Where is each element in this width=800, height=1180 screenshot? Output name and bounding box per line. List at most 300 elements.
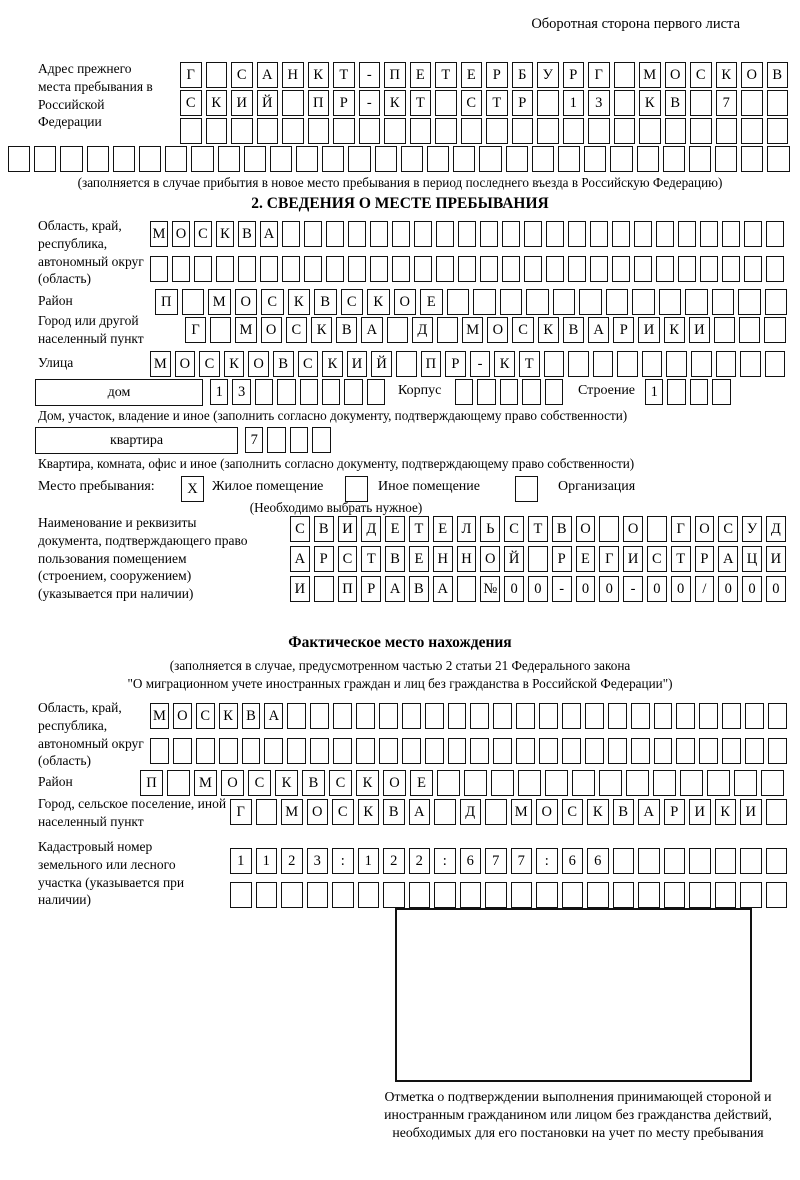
char-cell[interactable] bbox=[493, 703, 512, 729]
char-cell[interactable] bbox=[435, 118, 457, 144]
char-cell[interactable]: Н bbox=[457, 546, 477, 572]
char-cell[interactable]: С bbox=[718, 516, 738, 542]
char-cell[interactable]: О bbox=[172, 221, 190, 247]
char-cell[interactable] bbox=[562, 703, 581, 729]
char-cell[interactable] bbox=[216, 256, 234, 282]
char-cell[interactable]: Ц bbox=[742, 546, 762, 572]
char-cell[interactable]: 2 bbox=[409, 848, 431, 874]
char-cell[interactable] bbox=[585, 703, 604, 729]
char-cell[interactable] bbox=[647, 516, 667, 542]
char-cell[interactable] bbox=[230, 882, 252, 908]
char-cell[interactable] bbox=[613, 848, 635, 874]
char-cell[interactable] bbox=[322, 146, 344, 172]
char-cell[interactable] bbox=[314, 576, 334, 602]
char-cell[interactable] bbox=[690, 90, 712, 116]
char-cell[interactable] bbox=[392, 221, 410, 247]
char-cell[interactable] bbox=[690, 118, 712, 144]
char-cell[interactable]: Т bbox=[410, 90, 432, 116]
char-cell[interactable]: Д bbox=[766, 516, 786, 542]
char-cell[interactable]: О bbox=[576, 516, 596, 542]
char-cell[interactable] bbox=[480, 221, 498, 247]
char-cell[interactable] bbox=[766, 882, 788, 908]
char-cell[interactable] bbox=[539, 703, 558, 729]
char-cell[interactable]: 3 bbox=[232, 379, 250, 405]
char-cell[interactable] bbox=[425, 738, 444, 764]
char-cell[interactable]: Р bbox=[664, 799, 686, 825]
char-cell[interactable]: - bbox=[552, 576, 572, 602]
char-cell[interactable]: О bbox=[173, 703, 192, 729]
char-cell[interactable]: С bbox=[194, 221, 212, 247]
char-cell[interactable] bbox=[568, 351, 589, 377]
char-cell[interactable]: С bbox=[199, 351, 220, 377]
char-cell[interactable] bbox=[326, 221, 344, 247]
char-cell[interactable] bbox=[473, 289, 496, 315]
char-cell[interactable]: К bbox=[288, 289, 311, 315]
char-cell[interactable] bbox=[427, 146, 449, 172]
char-cell[interactable]: О bbox=[480, 546, 500, 572]
char-cell[interactable]: Т bbox=[409, 516, 429, 542]
char-cell[interactable] bbox=[260, 256, 278, 282]
char-cell[interactable] bbox=[464, 770, 487, 796]
char-cell[interactable]: К bbox=[367, 289, 390, 315]
char-cell[interactable]: Т bbox=[528, 516, 548, 542]
char-cell[interactable]: А bbox=[385, 576, 405, 602]
char-cell[interactable]: 7 bbox=[245, 427, 263, 453]
char-cell[interactable] bbox=[506, 146, 528, 172]
char-cell[interactable] bbox=[722, 256, 740, 282]
char-cell[interactable]: С bbox=[290, 516, 310, 542]
char-cell[interactable] bbox=[642, 351, 663, 377]
char-cell[interactable] bbox=[356, 703, 375, 729]
char-cell[interactable]: - bbox=[623, 576, 643, 602]
char-cell[interactable] bbox=[287, 703, 306, 729]
char-cell[interactable]: В bbox=[383, 799, 405, 825]
char-cell[interactable] bbox=[479, 146, 501, 172]
char-cell[interactable]: 2 bbox=[281, 848, 303, 874]
char-cell[interactable] bbox=[379, 738, 398, 764]
char-cell[interactable] bbox=[60, 146, 82, 172]
char-cell[interactable]: : bbox=[536, 848, 558, 874]
char-cell[interactable]: В bbox=[302, 770, 325, 796]
char-cell[interactable]: С bbox=[461, 90, 483, 116]
char-cell[interactable]: О bbox=[623, 516, 643, 542]
char-cell[interactable]: Р bbox=[512, 90, 534, 116]
char-cell[interactable]: Р bbox=[563, 62, 585, 88]
char-cell[interactable] bbox=[457, 576, 477, 602]
char-cell[interactable] bbox=[766, 848, 788, 874]
char-cell[interactable] bbox=[572, 770, 595, 796]
char-cell[interactable] bbox=[632, 289, 655, 315]
char-cell[interactable] bbox=[545, 770, 568, 796]
char-cell[interactable] bbox=[470, 738, 489, 764]
char-cell[interactable]: Д bbox=[460, 799, 482, 825]
char-cell[interactable] bbox=[690, 379, 708, 405]
stay-option-other-checkbox[interactable] bbox=[345, 476, 368, 502]
char-cell[interactable] bbox=[536, 882, 558, 908]
char-cell[interactable]: О bbox=[383, 770, 406, 796]
char-cell[interactable] bbox=[287, 738, 306, 764]
char-cell[interactable]: К bbox=[715, 799, 737, 825]
char-cell[interactable]: У bbox=[742, 516, 762, 542]
char-cell[interactable] bbox=[532, 146, 554, 172]
char-cell[interactable] bbox=[486, 118, 508, 144]
char-cell[interactable]: У bbox=[537, 62, 559, 88]
char-cell[interactable]: 1 bbox=[358, 848, 380, 874]
char-cell[interactable] bbox=[716, 351, 737, 377]
char-cell[interactable] bbox=[613, 882, 635, 908]
char-cell[interactable]: П bbox=[338, 576, 358, 602]
char-cell[interactable]: Л bbox=[457, 516, 477, 542]
char-cell[interactable] bbox=[172, 256, 190, 282]
char-cell[interactable] bbox=[699, 703, 718, 729]
char-cell[interactable]: В bbox=[385, 546, 405, 572]
char-cell[interactable]: М bbox=[462, 317, 483, 343]
char-cell[interactable]: 2 bbox=[383, 848, 405, 874]
char-cell[interactable] bbox=[766, 256, 784, 282]
char-cell[interactable] bbox=[173, 738, 192, 764]
char-cell[interactable]: К bbox=[219, 703, 238, 729]
char-cell[interactable]: 0 bbox=[576, 576, 596, 602]
char-cell[interactable]: К bbox=[311, 317, 332, 343]
char-cell[interactable] bbox=[590, 256, 608, 282]
char-cell[interactable] bbox=[722, 221, 740, 247]
char-cell[interactable]: М bbox=[194, 770, 217, 796]
char-cell[interactable]: В bbox=[336, 317, 357, 343]
char-cell[interactable]: 3 bbox=[588, 90, 610, 116]
char-cell[interactable]: М bbox=[208, 289, 231, 315]
char-cell[interactable]: Г bbox=[599, 546, 619, 572]
char-cell[interactable]: М bbox=[281, 799, 303, 825]
char-cell[interactable]: В bbox=[314, 289, 337, 315]
char-cell[interactable] bbox=[588, 118, 610, 144]
char-cell[interactable]: И bbox=[347, 351, 368, 377]
char-cell[interactable]: К bbox=[664, 317, 685, 343]
char-cell[interactable] bbox=[326, 256, 344, 282]
char-cell[interactable]: К bbox=[206, 90, 228, 116]
char-cell[interactable]: 7 bbox=[485, 848, 507, 874]
char-cell[interactable]: Й bbox=[504, 546, 524, 572]
char-cell[interactable] bbox=[425, 703, 444, 729]
char-cell[interactable]: И bbox=[338, 516, 358, 542]
char-cell[interactable] bbox=[210, 317, 231, 343]
char-cell[interactable]: Г bbox=[230, 799, 252, 825]
char-cell[interactable] bbox=[590, 221, 608, 247]
char-cell[interactable] bbox=[282, 221, 300, 247]
char-cell[interactable] bbox=[512, 118, 534, 144]
char-cell[interactable] bbox=[712, 289, 735, 315]
char-cell[interactable] bbox=[526, 289, 549, 315]
char-cell[interactable]: Е bbox=[410, 62, 432, 88]
char-cell[interactable] bbox=[522, 379, 540, 405]
char-cell[interactable] bbox=[196, 738, 215, 764]
char-cell[interactable] bbox=[562, 882, 584, 908]
char-cell[interactable] bbox=[739, 317, 760, 343]
char-cell[interactable] bbox=[558, 146, 580, 172]
char-cell[interactable]: О bbox=[307, 799, 329, 825]
char-cell[interactable] bbox=[740, 882, 762, 908]
char-cell[interactable] bbox=[150, 256, 168, 282]
char-cell[interactable]: Ь bbox=[480, 516, 500, 542]
char-cell[interactable]: М bbox=[150, 221, 168, 247]
char-cell[interactable] bbox=[584, 146, 606, 172]
char-cell[interactable]: К bbox=[384, 90, 406, 116]
char-cell[interactable] bbox=[480, 256, 498, 282]
char-cell[interactable]: Н bbox=[282, 62, 304, 88]
char-cell[interactable] bbox=[654, 738, 673, 764]
char-cell[interactable]: О bbox=[261, 317, 282, 343]
char-cell[interactable] bbox=[270, 146, 292, 172]
char-cell[interactable]: К bbox=[538, 317, 559, 343]
char-cell[interactable]: В bbox=[665, 90, 687, 116]
char-cell[interactable] bbox=[518, 770, 541, 796]
char-cell[interactable]: О bbox=[741, 62, 763, 88]
char-cell[interactable] bbox=[716, 118, 738, 144]
char-cell[interactable]: А bbox=[264, 703, 283, 729]
char-cell[interactable] bbox=[332, 882, 354, 908]
char-cell[interactable]: М bbox=[150, 351, 171, 377]
char-cell[interactable]: : bbox=[332, 848, 354, 874]
char-cell[interactable] bbox=[637, 146, 659, 172]
char-cell[interactable]: О bbox=[665, 62, 687, 88]
char-cell[interactable]: К bbox=[308, 62, 330, 88]
char-cell[interactable] bbox=[634, 256, 652, 282]
char-cell[interactable] bbox=[734, 770, 757, 796]
char-cell[interactable] bbox=[34, 146, 56, 172]
char-cell[interactable]: Е bbox=[410, 770, 433, 796]
char-cell[interactable]: И bbox=[740, 799, 762, 825]
char-cell[interactable] bbox=[689, 146, 711, 172]
char-cell[interactable]: Й bbox=[371, 351, 392, 377]
char-cell[interactable]: С bbox=[298, 351, 319, 377]
char-cell[interactable] bbox=[384, 118, 406, 144]
char-cell[interactable] bbox=[741, 146, 763, 172]
char-cell[interactable]: 7 bbox=[716, 90, 738, 116]
char-cell[interactable] bbox=[256, 799, 278, 825]
char-cell[interactable] bbox=[414, 221, 432, 247]
char-cell[interactable] bbox=[744, 221, 762, 247]
char-cell[interactable]: В bbox=[552, 516, 572, 542]
char-cell[interactable]: И bbox=[623, 546, 643, 572]
char-cell[interactable]: 3 bbox=[307, 848, 329, 874]
char-cell[interactable] bbox=[219, 738, 238, 764]
char-cell[interactable]: Р bbox=[695, 546, 715, 572]
char-cell[interactable] bbox=[700, 221, 718, 247]
char-cell[interactable] bbox=[537, 90, 559, 116]
char-cell[interactable] bbox=[139, 146, 161, 172]
char-cell[interactable] bbox=[608, 738, 627, 764]
char-cell[interactable] bbox=[308, 118, 330, 144]
char-cell[interactable]: Е bbox=[433, 516, 453, 542]
char-cell[interactable] bbox=[599, 516, 619, 542]
char-cell[interactable] bbox=[667, 379, 685, 405]
char-cell[interactable] bbox=[242, 738, 261, 764]
char-cell[interactable]: А bbox=[361, 317, 382, 343]
char-cell[interactable] bbox=[359, 118, 381, 144]
char-cell[interactable] bbox=[738, 289, 761, 315]
char-cell[interactable] bbox=[638, 848, 660, 874]
char-cell[interactable] bbox=[493, 738, 512, 764]
char-cell[interactable] bbox=[410, 118, 432, 144]
char-cell[interactable] bbox=[304, 221, 322, 247]
char-cell[interactable]: И bbox=[689, 317, 710, 343]
char-cell[interactable] bbox=[358, 882, 380, 908]
char-cell[interactable] bbox=[281, 882, 303, 908]
char-cell[interactable] bbox=[392, 256, 410, 282]
char-cell[interactable]: Т bbox=[333, 62, 355, 88]
char-cell[interactable] bbox=[310, 738, 329, 764]
char-cell[interactable] bbox=[764, 317, 785, 343]
char-cell[interactable]: П bbox=[421, 351, 442, 377]
char-cell[interactable] bbox=[502, 256, 520, 282]
char-cell[interactable]: Т bbox=[486, 90, 508, 116]
char-cell[interactable]: И bbox=[766, 546, 786, 572]
char-cell[interactable]: П bbox=[384, 62, 406, 88]
char-cell[interactable] bbox=[277, 379, 295, 405]
char-cell[interactable]: 0 bbox=[504, 576, 524, 602]
char-cell[interactable] bbox=[333, 738, 352, 764]
char-cell[interactable] bbox=[612, 256, 630, 282]
char-cell[interactable] bbox=[715, 848, 737, 874]
char-cell[interactable] bbox=[528, 546, 548, 572]
char-cell[interactable] bbox=[244, 146, 266, 172]
char-cell[interactable] bbox=[307, 882, 329, 908]
char-cell[interactable]: 1 bbox=[645, 379, 663, 405]
char-cell[interactable]: 7 bbox=[511, 848, 533, 874]
char-cell[interactable]: С bbox=[562, 799, 584, 825]
char-cell[interactable] bbox=[485, 882, 507, 908]
char-cell[interactable] bbox=[712, 379, 730, 405]
char-cell[interactable]: К bbox=[494, 351, 515, 377]
char-cell[interactable]: Д bbox=[361, 516, 381, 542]
char-cell[interactable]: О bbox=[536, 799, 558, 825]
char-cell[interactable] bbox=[614, 62, 636, 88]
char-cell[interactable]: Р bbox=[613, 317, 634, 343]
char-cell[interactable] bbox=[436, 221, 454, 247]
char-cell[interactable]: Т bbox=[519, 351, 540, 377]
char-cell[interactable]: Р bbox=[486, 62, 508, 88]
char-cell[interactable] bbox=[348, 221, 366, 247]
char-cell[interactable] bbox=[593, 351, 614, 377]
char-cell[interactable] bbox=[741, 118, 763, 144]
char-cell[interactable]: В bbox=[314, 516, 334, 542]
stay-option-organization-checkbox[interactable] bbox=[515, 476, 538, 502]
char-cell[interactable]: В bbox=[238, 221, 256, 247]
char-cell[interactable] bbox=[676, 738, 695, 764]
char-cell[interactable]: А bbox=[588, 317, 609, 343]
char-cell[interactable] bbox=[634, 221, 652, 247]
char-cell[interactable] bbox=[516, 738, 535, 764]
char-cell[interactable] bbox=[333, 703, 352, 729]
char-cell[interactable] bbox=[722, 738, 741, 764]
char-cell[interactable]: С bbox=[647, 546, 667, 572]
char-cell[interactable]: К bbox=[356, 770, 379, 796]
char-cell[interactable]: Г bbox=[185, 317, 206, 343]
char-cell[interactable] bbox=[685, 289, 708, 315]
char-cell[interactable] bbox=[113, 146, 135, 172]
char-cell[interactable] bbox=[367, 379, 385, 405]
char-cell[interactable]: Г bbox=[588, 62, 610, 88]
char-cell[interactable] bbox=[715, 882, 737, 908]
char-cell[interactable] bbox=[539, 738, 558, 764]
char-cell[interactable]: И bbox=[290, 576, 310, 602]
char-cell[interactable] bbox=[676, 703, 695, 729]
char-cell[interactable]: 0 bbox=[671, 576, 691, 602]
char-cell[interactable] bbox=[665, 118, 687, 144]
char-cell[interactable] bbox=[312, 427, 330, 453]
char-cell[interactable] bbox=[608, 703, 627, 729]
char-cell[interactable] bbox=[396, 351, 417, 377]
char-cell[interactable]: К bbox=[216, 221, 234, 247]
char-cell[interactable]: О bbox=[695, 516, 715, 542]
char-cell[interactable] bbox=[631, 703, 650, 729]
char-cell[interactable]: О bbox=[394, 289, 417, 315]
char-cell[interactable] bbox=[587, 882, 609, 908]
char-cell[interactable] bbox=[470, 703, 489, 729]
char-cell[interactable] bbox=[502, 221, 520, 247]
char-cell[interactable]: С bbox=[690, 62, 712, 88]
char-cell[interactable] bbox=[741, 90, 763, 116]
char-cell[interactable] bbox=[680, 770, 703, 796]
char-cell[interactable]: - bbox=[359, 62, 381, 88]
char-cell[interactable]: Р bbox=[314, 546, 334, 572]
char-cell[interactable] bbox=[546, 256, 564, 282]
char-cell[interactable]: К bbox=[639, 90, 661, 116]
char-cell[interactable] bbox=[500, 289, 523, 315]
char-cell[interactable] bbox=[344, 379, 362, 405]
char-cell[interactable] bbox=[370, 256, 388, 282]
char-cell[interactable] bbox=[537, 118, 559, 144]
char-cell[interactable]: Е bbox=[461, 62, 483, 88]
char-cell[interactable] bbox=[585, 738, 604, 764]
char-cell[interactable] bbox=[345, 476, 368, 502]
char-cell[interactable] bbox=[516, 703, 535, 729]
char-cell[interactable]: 0 bbox=[647, 576, 667, 602]
char-cell[interactable]: К bbox=[587, 799, 609, 825]
char-cell[interactable]: Т bbox=[671, 546, 691, 572]
char-cell[interactable]: 6 bbox=[460, 848, 482, 874]
char-cell[interactable] bbox=[568, 221, 586, 247]
char-cell[interactable]: 0 bbox=[599, 576, 619, 602]
char-cell[interactable] bbox=[599, 770, 622, 796]
char-cell[interactable]: А bbox=[433, 576, 453, 602]
char-cell[interactable] bbox=[304, 256, 322, 282]
char-cell[interactable]: Т bbox=[361, 546, 381, 572]
char-cell[interactable] bbox=[282, 90, 304, 116]
char-cell[interactable] bbox=[191, 146, 213, 172]
char-cell[interactable]: О bbox=[248, 351, 269, 377]
char-cell[interactable] bbox=[765, 289, 788, 315]
char-cell[interactable] bbox=[664, 848, 686, 874]
char-cell[interactable] bbox=[402, 738, 421, 764]
char-cell[interactable] bbox=[768, 703, 787, 729]
char-cell[interactable] bbox=[267, 427, 285, 453]
char-cell[interactable] bbox=[460, 882, 482, 908]
char-cell[interactable]: В bbox=[273, 351, 294, 377]
char-cell[interactable] bbox=[700, 256, 718, 282]
char-cell[interactable]: П bbox=[308, 90, 330, 116]
char-cell[interactable]: : bbox=[434, 848, 456, 874]
char-cell[interactable]: 6 bbox=[587, 848, 609, 874]
char-cell[interactable] bbox=[563, 118, 585, 144]
char-cell[interactable] bbox=[714, 317, 735, 343]
char-cell[interactable] bbox=[409, 882, 431, 908]
char-cell[interactable] bbox=[296, 146, 318, 172]
char-cell[interactable] bbox=[455, 379, 473, 405]
char-cell[interactable]: А bbox=[718, 546, 738, 572]
char-cell[interactable] bbox=[663, 146, 685, 172]
char-cell[interactable]: 0 bbox=[766, 576, 786, 602]
char-cell[interactable]: В bbox=[409, 576, 429, 602]
